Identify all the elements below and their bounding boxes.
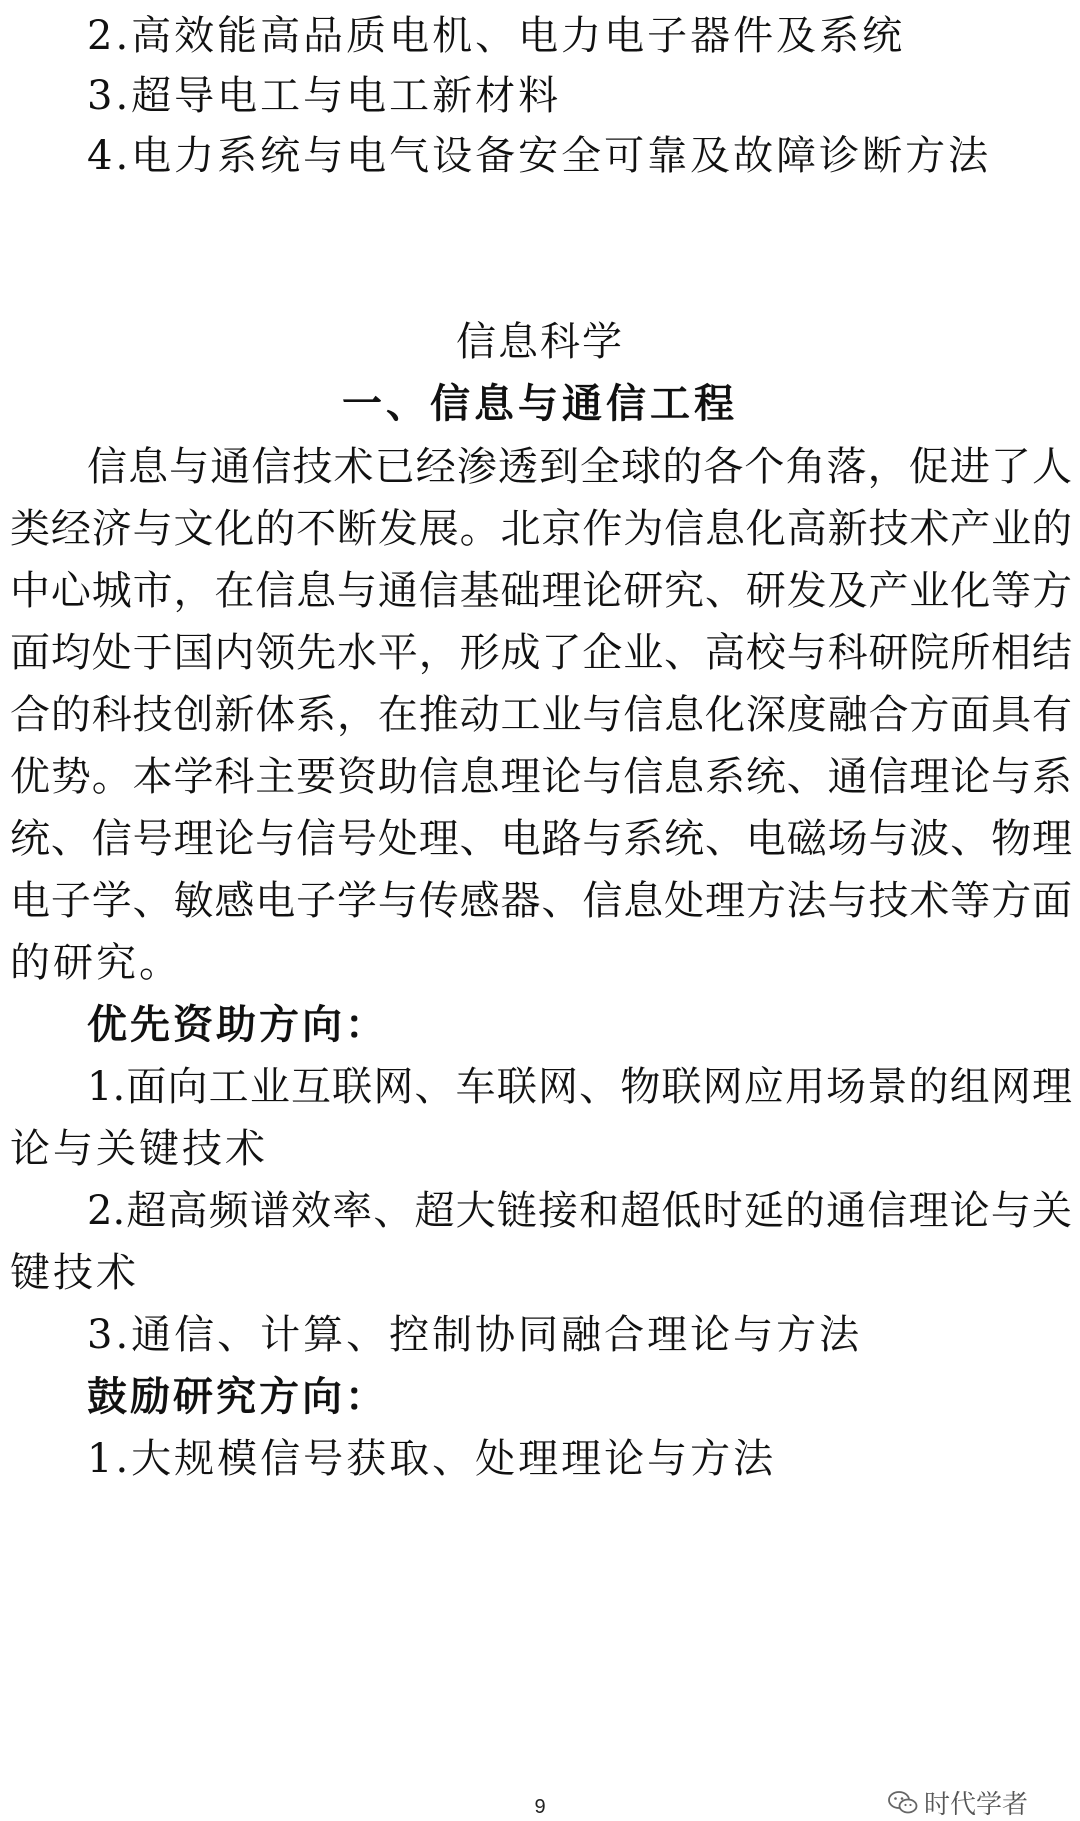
prev-list-item: 2.高效能高品质电机、电力电子器件及系统 <box>87 13 906 59</box>
intro-line: 的研究。 <box>10 940 182 986</box>
prev-list-item: 3.超导电工与电工新材料 <box>87 73 562 119</box>
intro-line: 合的科技创新体系，在推动工业与信息化深度融合方面具有 <box>10 692 1072 738</box>
intro-line: 电子学、敏感电子学与传感器、信息处理方法与技术等方面 <box>10 878 1072 924</box>
intro-line: 中心城市，在信息与通信基础理论研究、研发及产业化等方 <box>10 568 1072 614</box>
section-subtitle: 一、信息与通信工程 <box>342 381 738 427</box>
priority-item: 2.超高频谱效率、超大链接和超低时延的通信理论与关 <box>87 1188 1072 1234</box>
priority-heading: 优先资助方向： <box>87 1001 388 1048</box>
page-number: 9 <box>534 1796 546 1818</box>
intro-line: 信息与通信技术已经渗透到全球的各个角落，促进了人 <box>87 444 1072 490</box>
priority-item: 键技术 <box>10 1250 139 1296</box>
intro-line: 统、信号理论与信号处理、电路与系统、电磁场与波、物理 <box>10 816 1072 862</box>
intro-line: 优势。本学科主要资助信息理论与信息系统、通信理论与系 <box>10 754 1072 800</box>
encouraged-item: 1.大规模信号获取、处理理论与方法 <box>87 1436 777 1482</box>
prev-list-item: 4.电力系统与电气设备安全可靠及故障诊断方法 <box>87 133 992 179</box>
intro-line: 面均处于国内领先水平，形成了企业、高校与科研院所相结 <box>10 630 1072 676</box>
priority-item: 3.通信、计算、控制协同融合理论与方法 <box>87 1312 863 1358</box>
priority-item: 论与关键技术 <box>10 1126 268 1172</box>
watermark-text: 时代学者 <box>924 1790 1029 1820</box>
encouraged-heading: 鼓励研究方向： <box>87 1373 388 1420</box>
priority-item: 1.面向工业互联网、车联网、物联网应用场景的组网理 <box>87 1064 1072 1110</box>
intro-line: 类经济与文化的不断发展。北京作为信息化高新技术产业的 <box>10 506 1072 552</box>
section-title: 信息科学 <box>456 319 624 365</box>
